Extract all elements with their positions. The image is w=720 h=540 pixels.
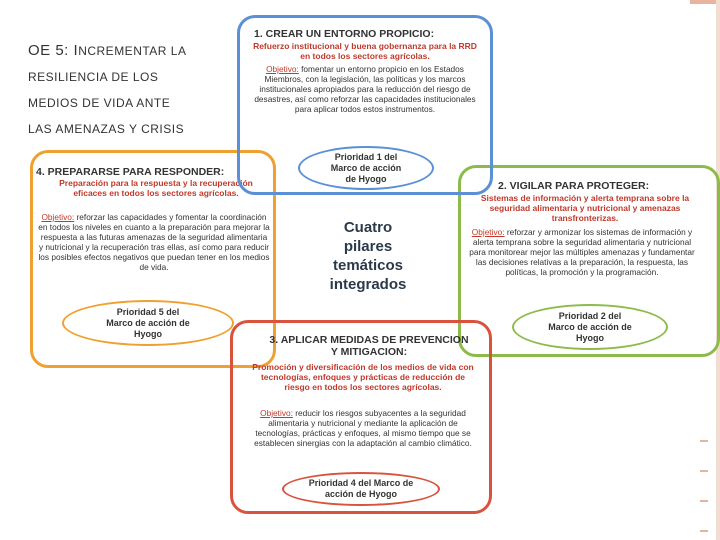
center-line-3: temáticos <box>332 257 404 274</box>
pillar-2-subtitle: Sistemas de información y alerta temprana sobre la seguridad alimentaria y nutricional y amenazas transfronterizas. <box>480 193 690 223</box>
center-line-1: Cuatro <box>343 219 393 236</box>
pillar-2-objective <box>466 227 698 277</box>
pillar-1-subtitle: Refuerzo institucional y buena gobernanza para la RRD en todos los sectores agrícolas. <box>253 41 477 61</box>
pillar-2-title: 2. VIGILAR PARA PROTEGER: <box>498 180 650 192</box>
title-line-4: LAS AMENAZAS Y CRISIS <box>28 122 185 136</box>
pillar-3-priority <box>282 472 440 506</box>
pillar-3-title-line-2: Y MITIGACION: <box>330 346 408 358</box>
pillar-3-objective <box>250 408 476 448</box>
pillar-1-objective-label: Objetivo: <box>266 64 299 74</box>
pillar-1-priority-text: Prioridad 1 del Marco de acción de Hyogo <box>330 151 402 184</box>
decorative-tick <box>700 440 708 442</box>
slide-title <box>28 38 228 142</box>
pillar-2-priority <box>512 304 668 350</box>
pillar-3-title <box>249 334 489 358</box>
title-main: OE 5: I <box>28 42 79 59</box>
pillar-1-objective-text: fomentar un entorno propicio en los Estados Miembros, con la legislación, las políticas y los marcos institucionales apropiados para la reducción del riesgo de desastres, así como reforzar las capacidades institucionales para aplicar todos estos instrumentos. <box>254 64 476 114</box>
pillar-3-priority-text: Prioridad 4 del Marco de acción de Hyogo <box>308 478 414 499</box>
pillar-4-priority-text: Prioridad 5 del Marco de acción de Hyogo <box>106 306 190 339</box>
pillar-3-objective-label: Objetivo: <box>260 408 293 418</box>
pillar-2-objective-text: reforzar y armonizar los sistemas de información y alerta temprana sobre la seguridad alimentaria y nutricional para monitorear mejor las múltiples amenazas y fundamentar las decisiones relativas a la preparación, la respuesta, las políticas, la promoción y la programación. <box>469 227 695 277</box>
decorative-tick <box>700 500 708 502</box>
pillar-4-subtitle: Preparación para la respuesta y la recuperación eficaces en todos los sectores agrícolas. <box>59 178 253 198</box>
pillar-4-objective-text: reforzar las capacidades y fomentar la coordinación en todos los niveles en cuanto a la preparación para mejorar la respuesta a las futuras amenazas de la seguridad alimentaria y nutricional y la recuperación tras ellas, así como para reducir los posibles efectos negativos que puedan tener en los medios de vida. <box>38 212 270 272</box>
pillar-2-priority-text: Prioridad 2 del Marco de acción de Hyogo <box>548 310 632 343</box>
pillar-4-objective <box>38 212 270 272</box>
pillar-4-objective-label: Objetivo: <box>41 212 75 222</box>
decorative-tick <box>700 470 708 472</box>
center-line-4: integrados <box>329 276 407 293</box>
pillar-1-title: 1. CREAR UN ENTORNO PROPICIO: <box>254 28 435 40</box>
center-label <box>318 218 418 294</box>
pillar-4-title: 4. PREPARARSE PARA RESPONDER: <box>36 166 225 178</box>
pillar-2-objective-label: Objetivo: <box>471 227 505 237</box>
pillar-3-subtitle: Promoción y diversificación de los medios de vida con tecnologías, enfoques y prácticas de reducción de riesgo en todos los sectores agrícolas. <box>252 362 474 392</box>
pillar-1-objective <box>248 64 482 114</box>
center-line-2: pilares <box>343 238 393 255</box>
pillar-3-objective-text: reducir los riesgos subyacentes a la seguridad alimentaria y nutricional y mediante la aplicación de tecnologías, prácticas y enfoques, al mismo tiempo que se establecen sinergias con la adaptación al cambio climático. <box>254 408 472 448</box>
title-rest: NCREMENTAR LA <box>78 44 187 58</box>
title-line-3: MEDIOS DE VIDA ANTE <box>28 96 171 110</box>
pillar-4-priority <box>62 300 234 346</box>
title-line-2: RESILIENCIA DE LOS <box>28 70 159 84</box>
pillar-3-title-line-1: 3. APLICAR MEDIDAS DE PREVENCION <box>269 334 469 346</box>
decorative-tick <box>700 530 708 532</box>
pillar-1-priority <box>298 146 434 190</box>
